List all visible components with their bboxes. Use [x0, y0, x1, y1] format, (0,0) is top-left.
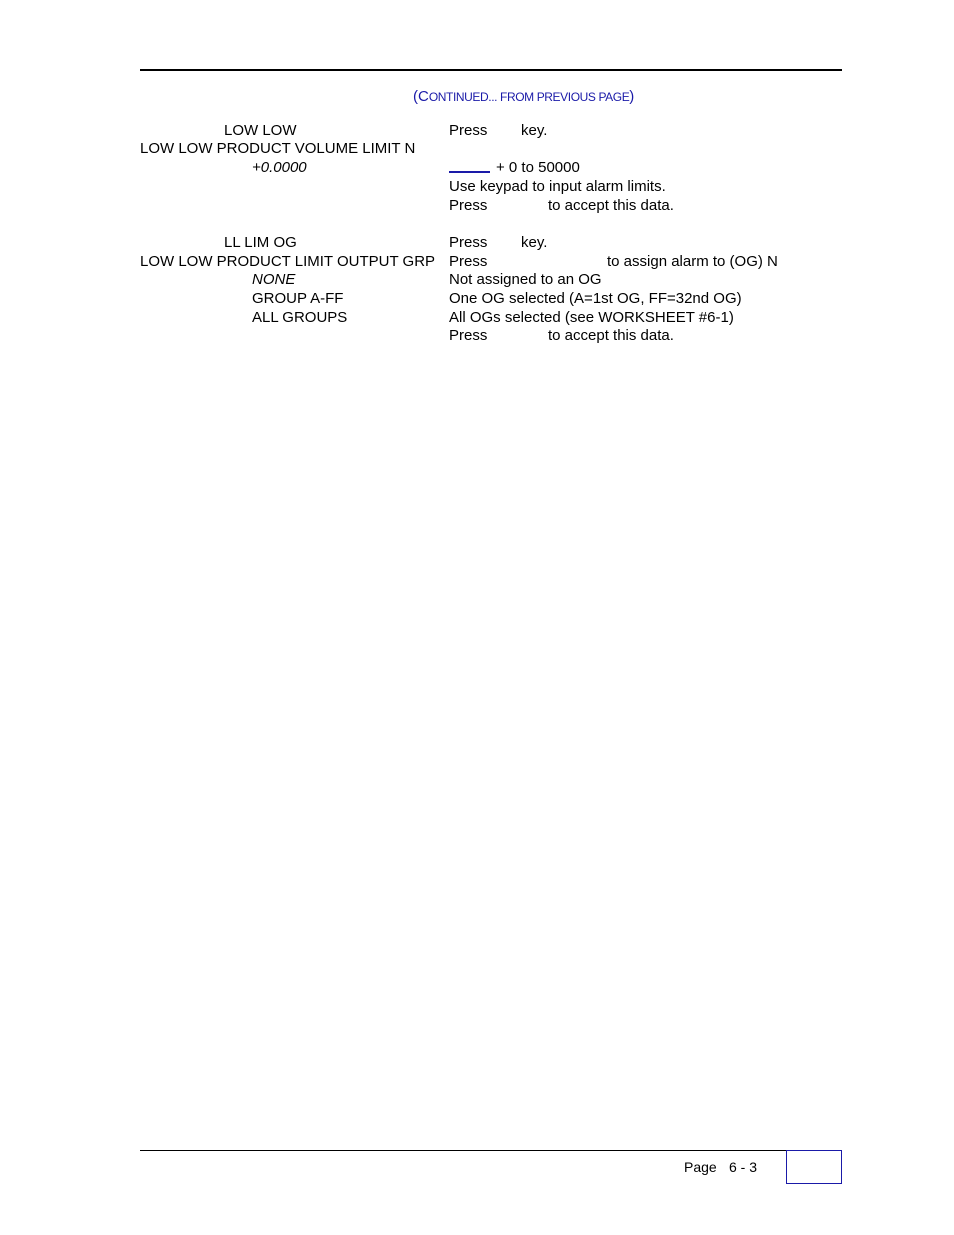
option-group-desc: One OG selected (A=1st OG, FF=32nd OG) [449, 290, 742, 307]
accept-press-1: Press [449, 197, 488, 214]
default-value: +0.0000 [252, 159, 307, 176]
instr-press-2: Press [449, 234, 488, 251]
display-ll-lim-og: LL LIM OG [224, 234, 297, 251]
continued-close: ) [629, 88, 635, 105]
accept-text-1: to accept this data. [548, 197, 674, 214]
continued-open: (C [413, 88, 429, 105]
param-output-grp: LOW LOW PRODUCT LIMIT OUTPUT GRP [140, 253, 436, 270]
bottom-rule [140, 1150, 786, 1151]
keypad-instruction: Use keypad to input alarm limits. [449, 178, 666, 195]
display-low-low: LOW LOW [224, 122, 297, 139]
option-none-desc: Not assigned to an OG [449, 271, 602, 288]
page-number: 6 - 3 [729, 1159, 758, 1175]
continued-heading [413, 88, 634, 106]
page-label: Page [684, 1159, 717, 1175]
assign-press: Press [449, 253, 488, 270]
assign-text: to assign alarm to (OG) N [607, 253, 778, 270]
accept-press-2: Press [449, 327, 488, 344]
option-group-label: GROUP A-FF [252, 290, 344, 307]
param-volume-limit: LOW LOW PRODUCT VOLUME LIMIT N [140, 140, 416, 157]
instr-press-1: Press [449, 122, 488, 139]
option-all-label: ALL GROUPS [252, 309, 348, 326]
option-all-desc: All OGs selected (see WORKSHEET #6-1) [449, 309, 734, 326]
page-tab-box [786, 1150, 842, 1184]
range-underline [449, 171, 490, 173]
range-text: + 0 to 50000 [496, 159, 580, 176]
accept-text-2: to accept this data. [548, 327, 674, 344]
instr-key-2: key. [521, 234, 548, 251]
option-none-label: NONE [252, 271, 296, 288]
top-rule [140, 69, 842, 71]
instr-key-1: key. [521, 122, 548, 139]
continued-small: ONTINUED... FROM PREVIOUS PAGE [428, 90, 630, 104]
